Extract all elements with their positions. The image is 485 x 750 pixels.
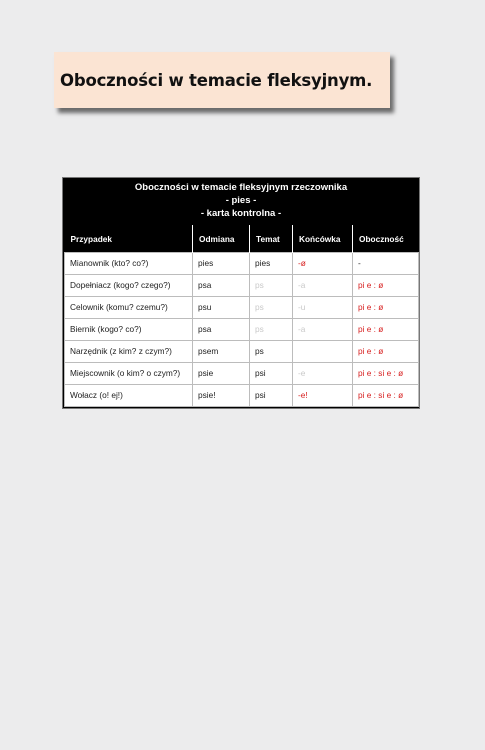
table-row	[65, 319, 419, 341]
header-case: Przypadek	[65, 225, 193, 253]
stem-cell: psi	[250, 363, 293, 385]
header-ending: Końcówka	[293, 225, 353, 253]
table-row	[65, 385, 419, 407]
card-subtitle-label: - karta kontrolna -	[200, 208, 282, 219]
slide-title-box	[54, 52, 390, 108]
stem-cell: ps	[250, 341, 293, 363]
ending-cell: -a	[293, 319, 353, 341]
ending-cell: -a	[293, 275, 353, 297]
alternation-cell: pi e : si e : ø	[353, 385, 419, 407]
declension-table	[64, 225, 419, 407]
form-cell: psu	[193, 297, 250, 319]
alternation-cell: pi e : ø	[353, 297, 419, 319]
form-cell: psie	[193, 363, 250, 385]
case-cell: Wołacz (o! ej!)	[65, 385, 193, 407]
case-cell: Dopełniacz (kogo? czego?)	[65, 275, 193, 297]
form-cell: psa	[193, 275, 250, 297]
stem-cell: ps	[250, 275, 293, 297]
ending-cell: -ø	[293, 253, 353, 275]
case-cell: Miejscownik (o kim? o czym?)	[65, 363, 193, 385]
slide-title: Oboczności w temacie fleksyjnym.	[60, 70, 373, 90]
stem-cell: ps	[250, 319, 293, 341]
header-alternation: Oboczność	[353, 225, 419, 253]
stem-cell: psi	[250, 385, 293, 407]
table-row	[65, 253, 419, 275]
ending-cell: -e	[293, 363, 353, 385]
ending-cell: -e!	[293, 385, 353, 407]
table-row	[65, 275, 419, 297]
ending-cell	[293, 341, 353, 363]
form-cell: psie!	[193, 385, 250, 407]
card-subtitle-word: - pies -	[225, 195, 257, 206]
case-cell: Mianownik (kto? co?)	[65, 253, 193, 275]
card-header	[63, 178, 419, 225]
case-cell: Biernik (kogo? co?)	[65, 319, 193, 341]
stem-cell: pies	[250, 253, 293, 275]
stem-cell: ps	[250, 297, 293, 319]
alternation-cell: pi e : ø	[353, 319, 419, 341]
alternation-cell: pi e : ø	[353, 341, 419, 363]
alternation-cell: pi e : si e : ø	[353, 363, 419, 385]
case-cell: Narzędnik (z kim? z czym?)	[65, 341, 193, 363]
form-cell: psa	[193, 319, 250, 341]
alternation-cell: pi e : ø	[353, 275, 419, 297]
case-cell: Celownik (komu? czemu?)	[65, 297, 193, 319]
table-row	[65, 363, 419, 385]
table-header-row	[65, 225, 419, 253]
ending-cell: -u	[293, 297, 353, 319]
header-declension: Odmiana	[193, 225, 250, 253]
form-cell: psem	[193, 341, 250, 363]
form-cell: pies	[193, 253, 250, 275]
table-row	[65, 341, 419, 363]
header-stem: Temat	[250, 225, 293, 253]
declension-card	[62, 177, 420, 409]
alternation-cell: -	[353, 253, 419, 275]
table-row	[65, 297, 419, 319]
card-title: Oboczności w temacie fleksyjnym rzeczownika	[134, 182, 348, 193]
